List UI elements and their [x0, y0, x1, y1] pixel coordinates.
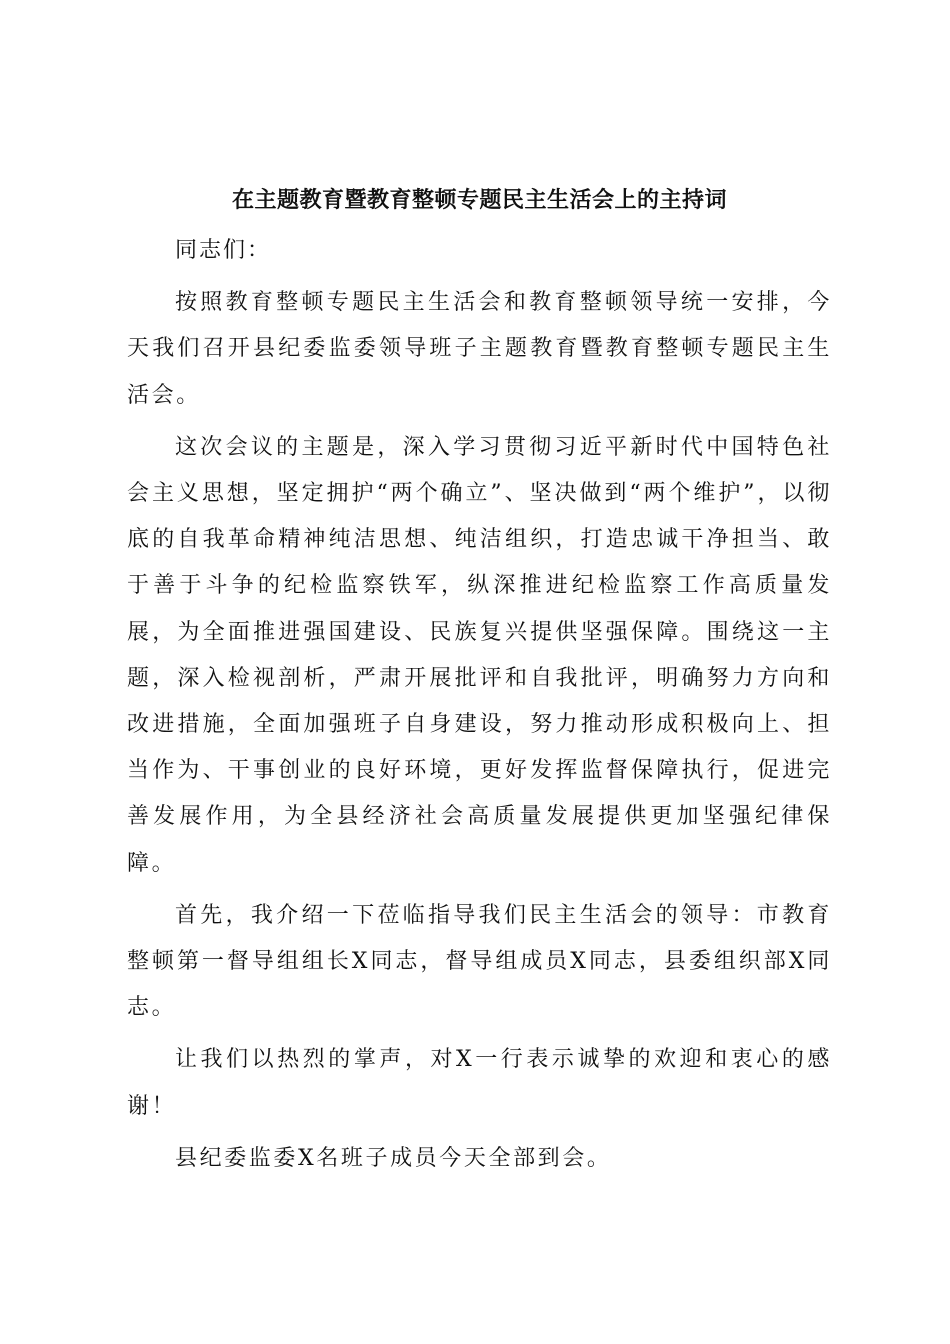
paragraph-meeting-intro: 按照教育整顿专题民主生活会和教育整顿领导统一安排，今天我们召开县纪委监委领导班子主题教育暨教育整顿专题民主生活会。 — [127, 290, 832, 408]
salutation: 同志们： — [175, 238, 272, 263]
paragraph-attendance: 县纪委监委X名班子成员今天全部到会。 — [175, 1145, 612, 1171]
document-page — [127, 182, 832, 1182]
paragraph-meeting-theme: 这次会议的主题是，深入学习贯彻习近平新时代中国特色社会主义思想，坚定拥护“两个确立”、坚决做到“两个维护”，以彻底的自我革命精神纯洁思想、纯洁组织，打造忠诚干净担当、敢于善于斗争的纪检监察铁军，纵深推进纪检监察工作高质量发展，为全面推进强国建设、民族复兴提供坚强保障。围绕这一主题，深入检视剖析，严肃开展批评和自我批评，明确努力方向和改进措施，全面加强班子自身建设，努力推动形成积极向上、担当作为、干事创业的良好环境，更好发挥监督保障执行，促进完善发展作用，为全县经济社会高质量发展提供更加坚强纪律保障。 — [127, 434, 832, 876]
document-title: 在主题教育暨教育整顿专题民主生活会上的主持词 — [231, 187, 727, 213]
paragraph-welcome: 让我们以热烈的掌声，对X一行表示诚挚的欢迎和衷心的感谢！ — [127, 1047, 832, 1119]
paragraph-guest-introduction: 首先，我介绍一下莅临指导我们民主生活会的领导：市教育整顿第一督导组组长X同志，督导组成员X同志，县委组织部X同志。 — [127, 902, 832, 1021]
